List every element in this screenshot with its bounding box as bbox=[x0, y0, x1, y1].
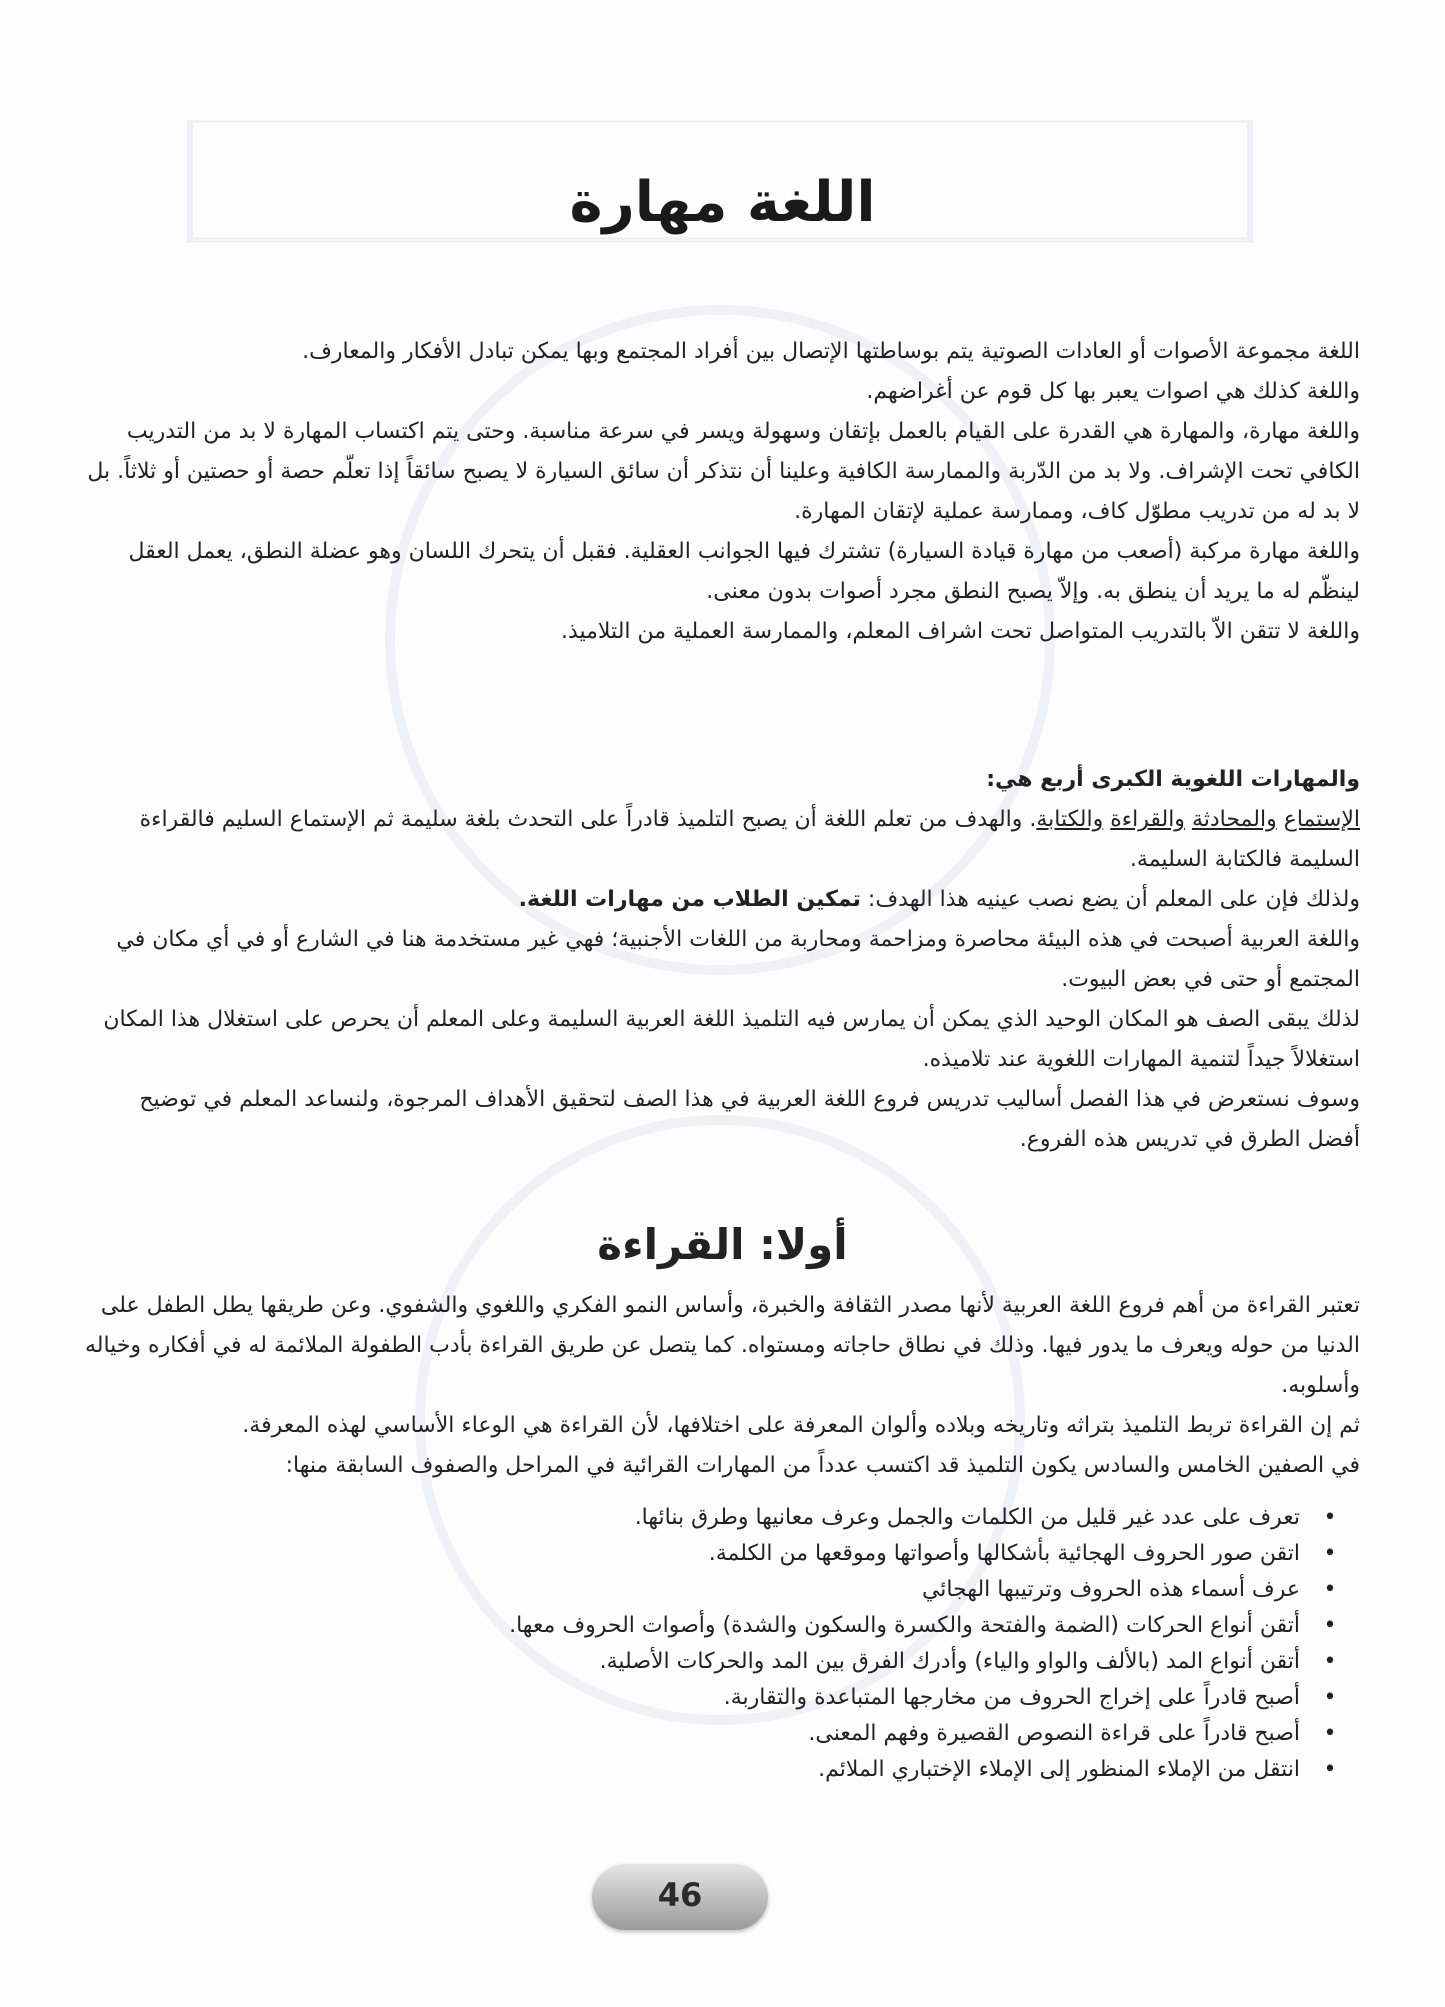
skills-paragraph: وسوف نستعرض في هذا الفصل أساليب تدريس فروع اللغة العربية في هذا الصف لتحقيق الأهداف المرجوة، ولنساعد المعلم في توضيح أفضل الطرق في تدريس هذه الفروع. bbox=[139, 1087, 1360, 1152]
skills-paragraph: لذلك يبقى الصف هو المكان الوحيد الذي يمكن أن يمارس فيه التلميذ اللغة العربية السليمة وعلى المعلم أن يحرص على استغلال هذا المكان استغلالاً جيداً لتنمية المهارات اللغوية عند تلاميذه. bbox=[103, 1007, 1360, 1072]
skills-list-paragraph bbox=[85, 800, 1360, 880]
page-number-badge bbox=[592, 1864, 768, 1930]
list-item bbox=[85, 1608, 1360, 1644]
list-item-text: انتقل من الإملاء المنظور إلى الإملاء الإختباري الملائم. bbox=[818, 1757, 1300, 1782]
page-number: 46 bbox=[657, 1876, 703, 1914]
intro-paragraph: واللغة مهارة مركبة (أصعب من مهارة قيادة السيارة) تشترك فيها الجوانب العقلية. فقبل أن يتحرك اللسان وهو عضلة النطق، يعمل العقل لينظّم له ما يريد أن ينطق به. وإلاّ يصبح النطق مجرد أصوات بدون معنى. bbox=[128, 539, 1360, 604]
skills-paragraph: واللغة العربية أصبحت في هذه البيئة محاصرة ومزاحمة ومحاربة من اللغات الأجنبية؛ فهي غير مستخدمة هنا في الشارع أو في أي مكان في المجتمع أو حتى في بعض البيوت. bbox=[116, 927, 1360, 992]
bullet-icon: • bbox=[1323, 1649, 1337, 1674]
list-item bbox=[85, 1680, 1360, 1716]
list-item bbox=[85, 1752, 1360, 1788]
goal-paragraph bbox=[85, 880, 1360, 920]
bullet-icon: • bbox=[1323, 1721, 1337, 1746]
intro-paragraph: واللغة لا تتقن الاّ بالتدريب المتواصل تحت اشراف المعلم، والممارسة العملية من التلاميذ. bbox=[560, 619, 1360, 644]
intro-paragraph: واللغة مهارة، والمهارة هي القدرة على القيام بالعمل بإتقان وسهولة ويسر في سرعة مناسبة. وحتى يتم اكتساب المهارة لا بد من التدريب الكافي تحت الإشراف. ولا بد من الدّربة والممارسة الكافية وعلينا أن نتذكر أن سائق السيارة لا يصبح سائقاً إذا تعلّم حصة أو حصتين أو ثلاثاً. بل لا بد له من تدريب مطوّل كاف، وممارسة عملية لإتقان المهارة. bbox=[87, 419, 1360, 524]
intro-section bbox=[85, 332, 1360, 652]
reading-paragraph: تعتبر القراءة من أهم فروع اللغة العربية لأنها مصدر الثقافة والخبرة، وأساس النمو الفكري واللغوي والشفوي. وعن طريقها يطل الطفل على الدنيا من حوله ويعرف ما يدور فيها. وذلك في نطاق حاجاته ومستواه. كما يتصل عن طريق القراءة بأدب الطفولة الملائمة له في أفكاره وخياله وأسلوبه. bbox=[84, 1293, 1360, 1398]
bullet-icon: • bbox=[1323, 1505, 1337, 1530]
skills-section bbox=[85, 760, 1360, 1160]
reading-skills-list bbox=[85, 1500, 1360, 1788]
skill-speaking: والمحادثة bbox=[1191, 807, 1277, 832]
page-title: اللغة مهارة bbox=[569, 170, 876, 235]
reading-paragraph: ثم إن القراءة تربط التلميذ بتراثه وتاريخه وبلاده وألوان المعرفة على اختلافها، لأن القراءة هي الوعاء الأساسي لهذه المعرفة. bbox=[242, 1413, 1360, 1438]
skill-listening: الإستماع bbox=[1283, 807, 1360, 832]
skills-heading: والمهارات اللغوية الكبرى أربع هي: bbox=[986, 767, 1360, 792]
list-item bbox=[85, 1644, 1360, 1680]
skills-goal-text: . والهدف من تعلم اللغة أن يصبح التلميذ قادراً على التحدث بلغة سليمة ثم الإستماع السليم فالقراءة السليمة فالكتابة السليمة. bbox=[139, 807, 1360, 872]
bullet-icon: • bbox=[1323, 1613, 1337, 1638]
list-item-text: أتقن أنواع المد (بالألف والواو والياء) وأدرك الفرق بين المد والحركات الأصلية. bbox=[599, 1649, 1300, 1674]
list-item-text: اتقن صور الحروف الهجائية بأشكالها وأصواتها وموقعها من الكلمة. bbox=[708, 1541, 1300, 1566]
list-item bbox=[85, 1716, 1360, 1752]
goal-prefix: ولذلك فإن على المعلم أن يضع نصب عينيه هذا الهدف: bbox=[860, 887, 1360, 912]
list-item-text: أصبح قادراً على قراءة النصوص القصيرة وفهم المعنى. bbox=[808, 1721, 1300, 1746]
reading-heading: أولا: القراءة bbox=[597, 1220, 848, 1269]
reading-section bbox=[85, 1286, 1360, 1486]
intro-paragraph: اللغة مجموعة الأصوات أو العادات الصوتية يتم بوساطتها الإتصال بين أفراد المجتمع وبها يمكن تبادل الأفكار والمعارف. bbox=[302, 339, 1360, 364]
intro-paragraph: واللغة كذلك هي اصوات يعبر بها كل قوم عن أغراضهم. bbox=[866, 379, 1360, 404]
list-item-text: عرف أسماء هذه الحروف وترتيبها الهجائي bbox=[921, 1577, 1300, 1602]
bullet-icon: • bbox=[1323, 1685, 1337, 1710]
goal-bold: تمكين الطلاب من مهارات اللغة. bbox=[518, 887, 861, 912]
list-item bbox=[85, 1500, 1360, 1536]
list-item bbox=[85, 1572, 1360, 1608]
list-item bbox=[85, 1536, 1360, 1572]
list-item-text: أتقن أنواع الحركات (الضمة والفتحة والكسرة والسكون والشدة) وأصوات الحروف معها. bbox=[509, 1613, 1300, 1638]
list-item-text: تعرف على عدد غير قليل من الكلمات والجمل وعرف معانيها وطرق بنائها. bbox=[634, 1505, 1300, 1530]
bullet-icon: • bbox=[1323, 1577, 1337, 1602]
reading-paragraph: في الصفين الخامس والسادس يكون التلميذ قد اكتسب عدداً من المهارات القرائية في المراحل والصفوف السابقة منها: bbox=[285, 1453, 1360, 1478]
list-item-text: أصبح قادراً على إخراج الحروف من مخارجها المتباعدة والتقاربة. bbox=[723, 1685, 1300, 1710]
skill-writing: والكتابة bbox=[1036, 807, 1104, 832]
bullet-icon: • bbox=[1323, 1757, 1337, 1782]
skill-reading: والقراءة bbox=[1110, 807, 1185, 832]
bullet-icon: • bbox=[1323, 1541, 1337, 1566]
